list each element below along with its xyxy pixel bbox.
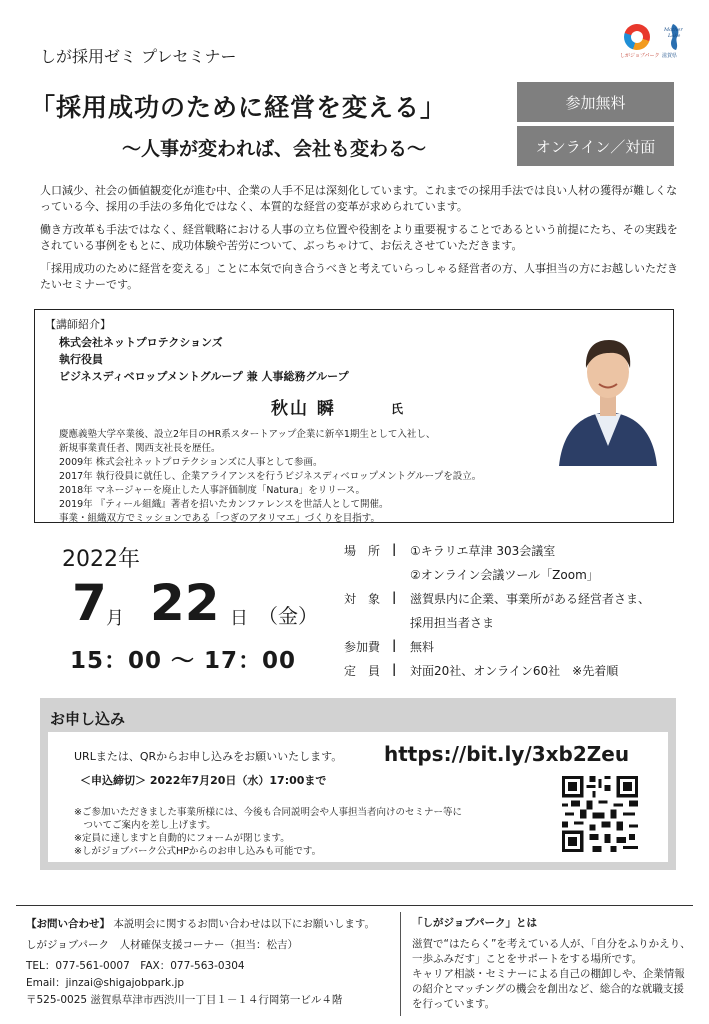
bio-line: 2019年 『ティール組織』著者を招いたカンファレンスを世話人として開催。	[59, 499, 389, 510]
application-section	[40, 698, 676, 870]
sub-title: ～人事が変われば、会社も変わる～	[122, 138, 427, 160]
application-notes	[74, 806, 462, 858]
event-day: 22	[150, 574, 220, 632]
intro-paragraph: 「採用成功のために経営を変える」ことに本気で向き合うべきと考えていらっしゃる経営者の方、人事担当の方にお越しいただきたいセミナーです。	[40, 262, 678, 291]
application-deadline: ＜申込締切＞ 2022年7月20日（水）17:00まで	[80, 774, 327, 787]
application-body	[48, 732, 668, 862]
contact-section	[26, 916, 396, 1009]
application-heading: お申し込み	[50, 710, 126, 728]
intro-text	[40, 183, 680, 300]
contact-office: しがジョブパーク 人材確保支援コーナー（担当：松吉）	[26, 939, 298, 951]
bio-line: 2018年 マネージャーを廃止した人事評価制度「Natura」をリリース。	[59, 485, 366, 496]
footer-column-divider	[400, 912, 401, 1016]
venue-label: 場 所	[344, 544, 381, 558]
shiga-prefecture-caption: 滋賀県	[662, 53, 678, 59]
row-separator: |	[392, 590, 397, 604]
about-line: を行っています。	[412, 998, 496, 1010]
bio-line: 2017年 執行役員に就任し、企業アライアンスを行うビジネスディベロップメントグループを設立。	[59, 471, 482, 482]
instructor-label: 【講師紹介】	[45, 318, 111, 331]
event-time: 15：00 ～ 17：00	[70, 648, 297, 674]
shiga-jobpark-logo-caption: しがジョブパーク	[620, 53, 660, 59]
about-heading: 「しがジョブパーク」とは	[412, 917, 537, 929]
application-url-link[interactable]: https://bit.ly/3xb2Zeu	[384, 742, 630, 766]
event-month-unit: 月	[106, 608, 124, 629]
event-weekday: （金）	[258, 604, 318, 628]
intro-paragraph: 人口減少、社会の価値観変化が進む中、企業の人手不足は深刻化しています。これまでの採用手法では良い人材の獲得が難しくなっている今、採用の手法の多角化ではなく、本質的な経営の変革が求められています。	[40, 184, 678, 213]
capacity-value: 対面20社、オンライン60社 ※先着順	[410, 664, 619, 678]
about-line: キャリア相談・セミナーによる自己の棚卸しや、企業情報	[412, 968, 685, 980]
application-lead: URLまたは、QRからお申し込みをお願いいたします。	[74, 750, 343, 763]
target-value: 滋賀県内に企業、事業所がある経営者さま、	[410, 592, 651, 606]
instructor-honorific: 氏	[391, 402, 404, 416]
venue-value: ②オンライン会議ツール「Zoom」	[410, 568, 599, 582]
instructor-portrait	[549, 316, 667, 466]
instructor-affiliation	[59, 334, 349, 385]
about-section	[412, 916, 694, 1012]
row-separator: |	[392, 638, 397, 652]
event-day-unit: 日	[230, 608, 248, 629]
bio-line: 新規事業責任者、関西支社長を歴任。	[59, 443, 221, 454]
mother-lake-logo	[664, 22, 686, 52]
svg-text:Mother: Mother	[664, 27, 683, 33]
note-line: ついてご案内を差し上げます。	[74, 820, 216, 831]
contact-note: 本説明会に関するお問い合わせは以下にお願いします。	[113, 918, 376, 930]
fee-value: 無料	[410, 640, 435, 654]
bio-line: 慶應義塾大学卒業後、設立2年目のHR系スタートアップ企業に新卒1期生として入社し、	[59, 429, 436, 440]
note-line: ※しがジョブパーク公式HPからのお申し込みも可能です。	[74, 846, 322, 857]
sponsor-logos	[620, 22, 692, 62]
main-title: 「採用成功のために経営を変える」	[30, 93, 447, 122]
seminar-label: しが採用ゼミ プレセミナー	[40, 47, 237, 66]
contact-phone: TEL：077-561-0007 FAX：077-563-0304	[26, 960, 245, 972]
capacity-label: 定 員	[344, 664, 381, 678]
note-line: ※定員に達しますと自動的にフォームが閉じます。	[74, 833, 290, 844]
note-line: ※ご参加いただきました事業所様には、今後も合同説明会や人事担当者向けのセミナー等に	[74, 807, 462, 818]
instructor-bio	[59, 428, 481, 526]
svg-text:Lake: Lake	[668, 33, 681, 39]
target-value: 採用担当者さま	[410, 616, 495, 630]
shiga-jobpark-logo	[624, 24, 650, 50]
contact-address: 〒525-0025 滋賀県草津市西渋川一丁目１－１４行岡第一ビル４階	[26, 994, 343, 1006]
instructor-name: 秋山 瞬	[271, 399, 336, 419]
venue-value: ①キラリエ草津 303会議室	[410, 544, 556, 558]
row-separator: |	[392, 542, 397, 556]
about-line: 滋賀で“はたらく”を考えている人が、「自分をふりかえり、	[412, 938, 691, 950]
about-line: の紹介とマッチングの機会を創出など、総合的な就職支援	[412, 983, 684, 995]
event-month: 7	[72, 574, 107, 632]
bio-line: 2009年 株式会社ネットプロテクションズに人事として参画。	[59, 457, 323, 468]
intro-paragraph: 働き方改革も手法ではなく、経営戦略における人事の立ち位置や役割をより重要視することであるという前提にたち、その実践をされている事例をもとに、成功体験や苦労について、ぶっちゃけて、お伝えさせていただきます。	[40, 223, 678, 252]
format-badge: オンライン／対面	[517, 126, 674, 166]
target-label: 対 象	[344, 592, 381, 606]
qr-code-icon[interactable]	[562, 776, 638, 852]
event-year: 2022年	[62, 547, 140, 572]
about-line: 一歩ふみだす」ことをサポートをする場所です。	[412, 953, 643, 965]
contact-heading: 【お問い合わせ】	[26, 918, 110, 930]
footer-divider	[16, 905, 693, 906]
bio-line: 事業・組織双方でミッションである「つぎのアタリマエ」づくりを目指す。	[59, 513, 381, 524]
row-separator: |	[392, 662, 397, 676]
instructor-department: ビジネスディベロップメントグループ 兼 人事総務グループ	[59, 370, 349, 383]
fee-label: 参加費	[344, 640, 381, 654]
contact-email[interactable]: Email：jinzai@shigajobpark.jp	[26, 977, 185, 989]
instructor-company: 株式会社ネットプロテクションズ	[59, 336, 223, 349]
instructor-position: 執行役員	[59, 353, 103, 366]
free-participation-badge: 参加無料	[517, 82, 674, 122]
instructor-section	[34, 309, 674, 523]
